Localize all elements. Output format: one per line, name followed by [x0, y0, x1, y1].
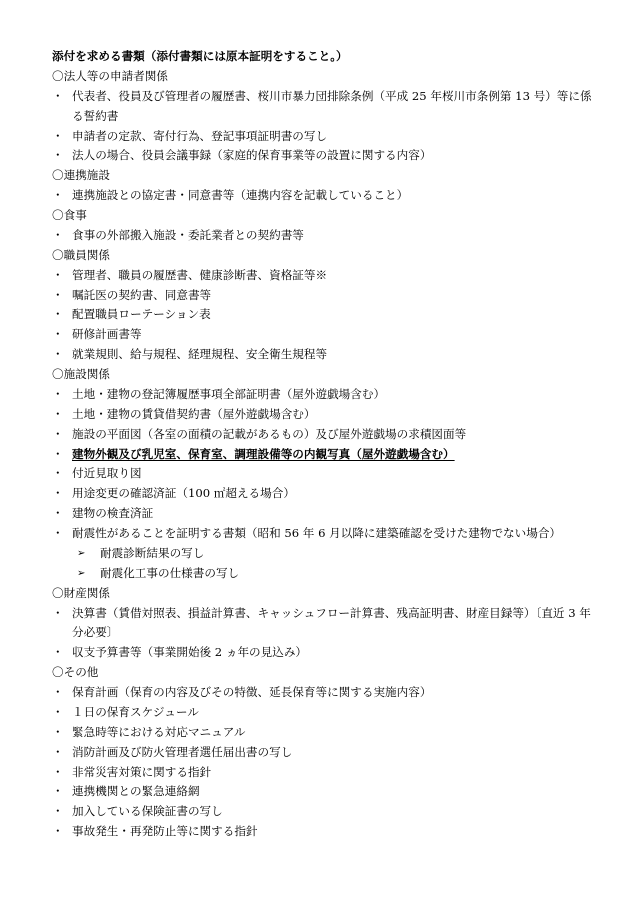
bullet: ・ — [52, 128, 64, 143]
list-item-text: 研修計画書等 — [72, 327, 142, 342]
arrow-bullet-icon: ➢ — [77, 567, 86, 579]
list-item-text: 決算書（賃借対照表、損益計算書、キャッシュフロー計算書、残高証明書、財産目録等）〔直近 3 年分必要〕 — [72, 605, 591, 640]
list-item — [52, 484, 597, 504]
list-item — [52, 345, 597, 365]
list-item — [52, 87, 597, 127]
list-item-text: 緊急時等における対応マニュアル — [72, 724, 246, 739]
list-item-text: 法人の場合、役員会議事録（家庭的保育事業等の設置に関する内容） — [72, 148, 432, 163]
list-item-text: 施設の平面図（各室の面積の記載があるもの）及び屋外遊戯場の求積図面等 — [72, 426, 467, 441]
list-item — [52, 325, 597, 345]
list-item — [52, 127, 597, 147]
bullet: ・ — [52, 188, 64, 203]
bullet: ・ — [52, 764, 64, 779]
arrow-bullet-icon: ➢ — [77, 547, 86, 559]
list-item-text: 保育計画（保育の内容及びその特徴、延長保育等に関する実施内容） — [72, 685, 432, 699]
list-item — [52, 802, 597, 822]
list-item-text: 申請者の定款、寄付行為、登記事項証明書の写し — [72, 128, 328, 143]
sub-list-item-text: 耐震化工事の仕様書の写し — [100, 565, 240, 580]
sub-list-item-text: 耐震診断結果の写し — [100, 545, 205, 560]
document-title: 添付を求める書類（添付書類には原本証明をすること。） — [52, 49, 348, 63]
bullet: ・ — [52, 446, 64, 461]
list-item — [52, 186, 597, 206]
list-item-text: 連携機関との緊急連絡網 — [72, 784, 200, 799]
list-item — [52, 464, 597, 484]
list-item — [52, 425, 597, 445]
list-item-text: 耐震性があることを証明する書類（昭和 56 年 6 月以降に建築確認を受けた建物でない場合） — [72, 526, 562, 540]
bullet: ・ — [52, 526, 64, 540]
list-item — [52, 683, 597, 703]
list-item-text: 連携施設との協定書・同意書等（連携内容を記載していること） — [72, 188, 409, 203]
bullet: ・ — [52, 685, 64, 699]
list-item-text: 非常災害対策に関する指針 — [72, 764, 212, 779]
section-heading-applicant: 〇法人等の申請者関係 — [52, 68, 168, 83]
list-item-text: 就業規則、給与規程、経理規程、安全衛生規程等 — [72, 347, 328, 362]
list-item-text: 代表者、役員及び管理者の履歴書、桜川市暴力団排除条例（平成 25 年桜川市条例第 13 号）等に係る誓約書 — [72, 88, 592, 123]
bullet: ・ — [52, 704, 64, 719]
bullet: ・ — [52, 307, 64, 322]
bullet: ・ — [52, 804, 64, 819]
bullet: ・ — [52, 486, 64, 501]
list-item-text: １日の保育スケジュール — [72, 704, 199, 719]
bullet: ・ — [52, 466, 64, 481]
section-heading-partner-facility: 〇連携施設 — [52, 168, 110, 183]
bullet: ・ — [52, 426, 64, 441]
bullet: ・ — [52, 327, 64, 342]
list-item — [52, 266, 597, 286]
list-item — [52, 703, 597, 723]
list-item — [52, 305, 597, 325]
bullet: ・ — [52, 406, 64, 421]
document-page — [52, 47, 597, 887]
bullet: ・ — [52, 645, 64, 660]
bullet: ・ — [52, 784, 64, 799]
list-item — [52, 763, 597, 783]
list-item — [52, 782, 597, 802]
list-item — [52, 604, 597, 644]
section-heading-meals: 〇食事 — [52, 208, 87, 222]
list-item — [52, 822, 597, 842]
list-item-text: 消防計画及び防火管理者選任届出書の写し — [72, 744, 293, 759]
list-item-text: 加入している保険証書の写し — [72, 804, 223, 819]
bullet: ・ — [52, 267, 64, 282]
bullet: ・ — [52, 506, 64, 521]
bullet: ・ — [52, 227, 64, 242]
list-item — [52, 146, 597, 166]
section-heading-other: 〇その他 — [52, 665, 99, 680]
section-heading-finance: 〇財産関係 — [52, 585, 110, 600]
section-heading-facility: 〇施設関係 — [52, 367, 110, 381]
list-item — [52, 385, 597, 405]
list-item — [52, 286, 597, 306]
bullet: ・ — [52, 744, 64, 759]
list-item — [52, 723, 597, 743]
bullet: ・ — [52, 88, 64, 103]
sub-list-item — [52, 564, 597, 584]
list-item — [52, 405, 597, 425]
list-item-text: 食事の外部搬入施設・委託業者との契約書等 — [72, 227, 304, 242]
bullet: ・ — [52, 287, 64, 302]
list-item-text: 土地・建物の賃貸借契約書（屋外遊戯場含む） — [72, 406, 316, 421]
list-item-text: 事故発生・再発防止等に関する指針 — [72, 824, 258, 839]
section-heading-staff: 〇職員関係 — [52, 247, 110, 262]
list-item — [52, 504, 597, 524]
list-item-text: 建物の検査済証 — [72, 506, 154, 521]
list-item-text-emphasized: 建物外観及び乳児室、保育室、調理設備等の内観写真（屋外遊戯場含む） — [72, 446, 455, 461]
bullet: ・ — [52, 824, 64, 839]
sub-list-item — [52, 544, 597, 564]
bullet: ・ — [52, 347, 64, 362]
list-item-text: 収支予算書等（事業開始後 2 ヵ年の見込み） — [72, 645, 308, 660]
list-item — [52, 524, 597, 544]
list-item-text: 嘱託医の契約書、同意書等 — [72, 287, 212, 302]
list-item-text: 土地・建物の登記簿履歴事項全部証明書（屋外遊戯場含む） — [72, 386, 386, 401]
list-item-text: 管理者、職員の履歴書、健康診断書、資格証等※ — [72, 267, 328, 282]
list-item — [52, 226, 597, 246]
bullet: ・ — [52, 148, 64, 163]
list-item-text: 配置職員ローテーション表 — [72, 307, 211, 322]
bullet: ・ — [52, 386, 64, 401]
list-item-text: 付近見取り図 — [72, 466, 142, 481]
bullet: ・ — [52, 605, 64, 620]
bullet: ・ — [52, 724, 64, 739]
list-item — [52, 643, 597, 663]
list-item-emphasized — [52, 445, 597, 465]
list-item-text: 用途変更の確認済証（100 ㎡超える場合） — [72, 486, 295, 501]
list-item — [52, 743, 597, 763]
